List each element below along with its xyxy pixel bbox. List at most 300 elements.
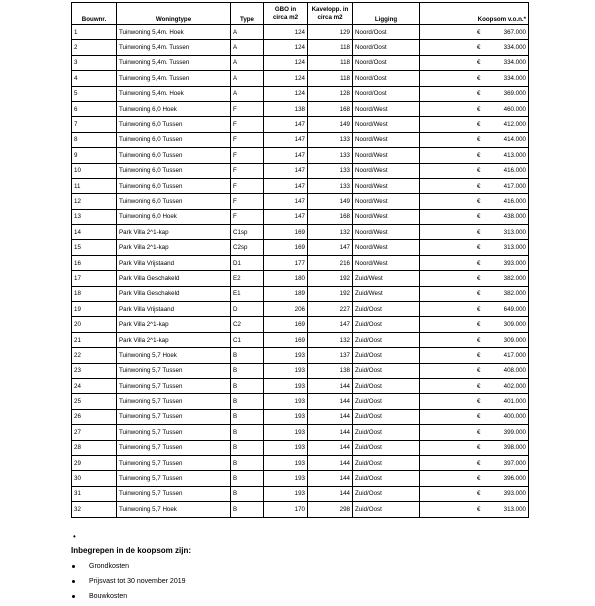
cell-bouwnr: 14: [72, 225, 117, 240]
cell-woningtype: Tuinwoning 5,7 Tussen: [117, 394, 231, 409]
cell-woningtype: Tuinwoning 5,7 Tussen: [117, 409, 231, 424]
cell-ligging: Zuid/Oost: [353, 440, 420, 455]
table-header-row: [72, 3, 529, 25]
currency-symbol: €: [477, 475, 481, 483]
table-row: [72, 409, 529, 424]
cell-gbo: 124: [264, 40, 308, 55]
table-body: [72, 25, 529, 518]
cell-ligging: Noord/West: [353, 101, 420, 116]
cell-type: F: [231, 178, 264, 193]
cell-bouwnr: 21: [72, 332, 117, 347]
price-value: 334.000: [503, 44, 526, 52]
price-value: 460.000: [503, 105, 526, 113]
cell-bouwnr: 18: [72, 286, 117, 301]
cell-type: B: [231, 363, 264, 378]
cell-gbo: 147: [264, 178, 308, 193]
cell-koopsom: [420, 302, 529, 317]
cell-woningtype: Park Villa 2^1-kap: [117, 225, 231, 240]
currency-symbol: €: [477, 382, 481, 390]
header-type: Type: [231, 3, 264, 25]
table-row: [72, 148, 529, 163]
price-value: 313.000: [503, 244, 526, 252]
cell-ligging: Noord/West: [353, 132, 420, 147]
currency-symbol: €: [477, 74, 481, 82]
cell-woningtype: Tuinwoning 6,0 Hoek: [117, 209, 231, 224]
table-row: [72, 378, 529, 393]
cell-bouwnr: 11: [72, 178, 117, 193]
table-row: [72, 317, 529, 332]
cell-bouwnr: 12: [72, 194, 117, 209]
cell-koopsom: [420, 101, 529, 116]
cell-woningtype: Park Villa Geschakeld: [117, 271, 231, 286]
cell-koopsom: [420, 178, 529, 193]
cell-kavel: 144: [308, 378, 353, 393]
price-value: 414.000: [503, 136, 526, 144]
cell-bouwnr: 32: [72, 502, 117, 517]
cell-type: E2: [231, 271, 264, 286]
price-value: 382.000: [503, 290, 526, 298]
currency-symbol: €: [477, 413, 481, 421]
cell-woningtype: Tuinwoning 5,7 Tussen: [117, 440, 231, 455]
cell-bouwnr: 19: [72, 302, 117, 317]
cell-ligging: Noord/Oost: [353, 40, 420, 55]
cell-koopsom: [420, 148, 529, 163]
currency-symbol: €: [477, 121, 481, 129]
table-row: [72, 271, 529, 286]
cell-type: B: [231, 425, 264, 440]
cell-ligging: Noord/West: [353, 148, 420, 163]
cell-koopsom: [420, 471, 529, 486]
cell-koopsom: [420, 332, 529, 347]
cell-bouwnr: 2: [72, 40, 117, 55]
cell-woningtype: Tuinwoning 6,0 Hoek: [117, 101, 231, 116]
list-item: [71, 576, 186, 591]
table-row: [72, 117, 529, 132]
cell-woningtype: Tuinwoning 6,0 Tussen: [117, 132, 231, 147]
cell-gbo: 180: [264, 271, 308, 286]
price-value: 416.000: [503, 167, 526, 175]
header-kavel-line2: circa m2: [317, 13, 343, 21]
cell-ligging: Noord/West: [353, 178, 420, 193]
cell-ligging: Zuid/West: [353, 286, 420, 301]
cell-koopsom: [420, 348, 529, 363]
cell-type: A: [231, 55, 264, 70]
cell-ligging: Zuid/Oost: [353, 471, 420, 486]
cell-woningtype: Tuinwoning 5,7 Tussen: [117, 378, 231, 393]
cell-woningtype: Tuinwoning 5,7 Tussen: [117, 486, 231, 501]
currency-symbol: €: [477, 505, 481, 513]
cell-woningtype: Tuinwoning 5,7 Tussen: [117, 425, 231, 440]
cell-ligging: Noord/West: [353, 194, 420, 209]
cell-kavel: 168: [308, 101, 353, 116]
cell-gbo: 193: [264, 471, 308, 486]
cell-ligging: Noord/West: [353, 163, 420, 178]
cell-woningtype: Tuinwoning 6,0 Tussen: [117, 117, 231, 132]
cell-woningtype: Tuinwoning 5,4m. Tussen: [117, 71, 231, 86]
table-row: [72, 194, 529, 209]
cell-type: B: [231, 409, 264, 424]
cell-type: C1sp: [231, 225, 264, 240]
cell-gbo: 193: [264, 409, 308, 424]
table-row: [72, 163, 529, 178]
cell-gbo: 138: [264, 101, 308, 116]
cell-kavel: 144: [308, 425, 353, 440]
price-value: 399.000: [503, 428, 526, 436]
cell-bouwnr: 24: [72, 378, 117, 393]
cell-ligging: Zuid/Oost: [353, 502, 420, 517]
cell-gbo: 147: [264, 194, 308, 209]
cell-type: B: [231, 378, 264, 393]
currency-symbol: €: [477, 321, 481, 329]
currency-symbol: €: [477, 182, 481, 190]
cell-kavel: 227: [308, 302, 353, 317]
cell-type: A: [231, 86, 264, 101]
cell-bouwnr: 23: [72, 363, 117, 378]
cell-type: D1: [231, 255, 264, 270]
cell-type: F: [231, 148, 264, 163]
cell-type: A: [231, 71, 264, 86]
cell-gbo: 147: [264, 132, 308, 147]
table-row: [72, 132, 529, 147]
cell-koopsom: [420, 255, 529, 270]
cell-gbo: 193: [264, 486, 308, 501]
table-row: [72, 71, 529, 86]
cell-kavel: 128: [308, 86, 353, 101]
cell-ligging: Zuid/Oost: [353, 332, 420, 347]
cell-kavel: 133: [308, 178, 353, 193]
cell-woningtype: Tuinwoning 5,7 Tussen: [117, 455, 231, 470]
cell-bouwnr: 28: [72, 440, 117, 455]
cell-type: F: [231, 117, 264, 132]
cell-bouwnr: 27: [72, 425, 117, 440]
price-value: 396.000: [503, 475, 526, 483]
cell-woningtype: Tuinwoning 6,0 Tussen: [117, 194, 231, 209]
cell-woningtype: Park Villa 2^1-kap: [117, 317, 231, 332]
cell-ligging: Zuid/West: [353, 271, 420, 286]
cell-koopsom: [420, 409, 529, 424]
table-row: [72, 101, 529, 116]
cell-woningtype: Park Villa Geschakeld: [117, 286, 231, 301]
cell-ligging: Noord/West: [353, 225, 420, 240]
cell-type: F: [231, 163, 264, 178]
currency-symbol: €: [477, 336, 481, 344]
currency-symbol: €: [477, 444, 481, 452]
cell-gbo: 193: [264, 348, 308, 363]
currency-symbol: €: [477, 290, 481, 298]
currency-symbol: €: [477, 90, 481, 98]
table-row: [72, 363, 529, 378]
currency-symbol: €: [477, 259, 481, 267]
cell-koopsom: [420, 55, 529, 70]
price-value: 412.000: [503, 121, 526, 129]
cell-kavel: 133: [308, 148, 353, 163]
cell-kavel: 149: [308, 117, 353, 132]
cell-gbo: 170: [264, 502, 308, 517]
table-row: [72, 225, 529, 240]
currency-symbol: €: [477, 398, 481, 406]
cell-kavel: 118: [308, 40, 353, 55]
list-item: [71, 561, 186, 576]
cell-bouwnr: 4: [72, 71, 117, 86]
footnote-bullet: •: [73, 532, 76, 541]
cell-koopsom: [420, 71, 529, 86]
cell-koopsom: [420, 286, 529, 301]
cell-kavel: 137: [308, 348, 353, 363]
cell-koopsom: [420, 225, 529, 240]
cell-kavel: 144: [308, 394, 353, 409]
inclusions-heading: Inbegrepen in de koopsom zijn:: [71, 546, 192, 555]
price-value: 393.000: [503, 259, 526, 267]
currency-symbol: €: [477, 459, 481, 467]
currency-symbol: €: [477, 151, 481, 159]
header-gbo-line2: circa m2: [272, 13, 299, 21]
cell-ligging: Noord/West: [353, 255, 420, 270]
cell-type: B: [231, 440, 264, 455]
price-value: 397.000: [503, 459, 526, 467]
cell-type: C2sp: [231, 240, 264, 255]
cell-bouwnr: 7: [72, 117, 117, 132]
cell-woningtype: Tuinwoning 5,4m. Hoek: [117, 86, 231, 101]
table-row: [72, 286, 529, 301]
cell-bouwnr: 17: [72, 271, 117, 286]
cell-type: F: [231, 132, 264, 147]
cell-kavel: 132: [308, 332, 353, 347]
cell-bouwnr: 26: [72, 409, 117, 424]
cell-koopsom: [420, 86, 529, 101]
cell-koopsom: [420, 317, 529, 332]
cell-type: C2: [231, 317, 264, 332]
cell-kavel: 147: [308, 240, 353, 255]
currency-symbol: €: [477, 305, 481, 313]
price-value: 382.000: [503, 274, 526, 282]
currency-symbol: €: [477, 274, 481, 282]
currency-symbol: €: [477, 213, 481, 221]
cell-type: B: [231, 486, 264, 501]
cell-kavel: 129: [308, 25, 353, 40]
header-gbo-line1: GBO in: [274, 5, 297, 13]
cell-gbo: 147: [264, 148, 308, 163]
cell-ligging: Zuid/Oost: [353, 302, 420, 317]
bullet-icon: [72, 565, 75, 568]
cell-ligging: Noord/West: [353, 240, 420, 255]
bullet-icon: [72, 595, 75, 598]
cell-kavel: 138: [308, 363, 353, 378]
currency-symbol: €: [477, 351, 481, 359]
cell-koopsom: [420, 194, 529, 209]
cell-koopsom: [420, 363, 529, 378]
cell-koopsom: [420, 209, 529, 224]
list-item: [71, 591, 186, 606]
cell-koopsom: [420, 163, 529, 178]
cell-ligging: Zuid/Oost: [353, 425, 420, 440]
cell-bouwnr: 15: [72, 240, 117, 255]
price-value: 313.000: [503, 505, 526, 513]
bullet-icon: [72, 580, 75, 583]
table-row: [72, 178, 529, 193]
cell-gbo: 124: [264, 55, 308, 70]
cell-gbo: 193: [264, 394, 308, 409]
cell-kavel: 132: [308, 225, 353, 240]
currency-symbol: €: [477, 59, 481, 67]
cell-ligging: Zuid/Oost: [353, 378, 420, 393]
cell-gbo: 193: [264, 425, 308, 440]
price-value: 416.000: [503, 197, 526, 205]
price-value: 413.000: [503, 151, 526, 159]
cell-gbo: 147: [264, 209, 308, 224]
header-woningtype: Woningtype: [117, 3, 231, 25]
header-gbo: [264, 3, 308, 25]
inclusion-text: Grondkosten: [89, 563, 130, 570]
cell-koopsom: [420, 240, 529, 255]
cell-woningtype: Tuinwoning 5,7 Tussen: [117, 363, 231, 378]
cell-gbo: 189: [264, 286, 308, 301]
cell-woningtype: Park Villa Vrijstaand: [117, 302, 231, 317]
cell-bouwnr: 30: [72, 471, 117, 486]
table-row: [72, 332, 529, 347]
currency-symbol: €: [477, 244, 481, 252]
table-row: [72, 302, 529, 317]
cell-kavel: 144: [308, 409, 353, 424]
table-row: [72, 25, 529, 40]
cell-type: C1: [231, 332, 264, 347]
cell-ligging: Noord/Oost: [353, 86, 420, 101]
cell-ligging: Zuid/Oost: [353, 486, 420, 501]
cell-gbo: 147: [264, 163, 308, 178]
cell-koopsom: [420, 271, 529, 286]
cell-ligging: Zuid/Oost: [353, 363, 420, 378]
cell-bouwnr: 22: [72, 348, 117, 363]
cell-koopsom: [420, 425, 529, 440]
cell-gbo: 193: [264, 363, 308, 378]
cell-ligging: Noord/Oost: [353, 25, 420, 40]
cell-type: F: [231, 194, 264, 209]
cell-ligging: Zuid/Oost: [353, 394, 420, 409]
table-row: [72, 255, 529, 270]
table-row: [72, 425, 529, 440]
currency-symbol: €: [477, 197, 481, 205]
cell-woningtype: Tuinwoning 5,4m. Hoek: [117, 25, 231, 40]
cell-koopsom: [420, 117, 529, 132]
cell-bouwnr: 6: [72, 101, 117, 116]
cell-bouwnr: 3: [72, 55, 117, 70]
cell-koopsom: [420, 378, 529, 393]
cell-ligging: Noord/Oost: [353, 71, 420, 86]
table-row: [72, 86, 529, 101]
cell-ligging: Zuid/Oost: [353, 409, 420, 424]
price-table: [71, 2, 529, 518]
currency-symbol: €: [477, 428, 481, 436]
cell-type: F: [231, 101, 264, 116]
cell-gbo: 193: [264, 378, 308, 393]
cell-gbo: 124: [264, 86, 308, 101]
cell-gbo: 124: [264, 25, 308, 40]
cell-type: A: [231, 25, 264, 40]
cell-kavel: 144: [308, 455, 353, 470]
table-row: [72, 209, 529, 224]
cell-type: A: [231, 40, 264, 55]
cell-woningtype: Tuinwoning 5,7 Hoek: [117, 348, 231, 363]
cell-kavel: 118: [308, 55, 353, 70]
cell-koopsom: [420, 40, 529, 55]
price-value: 313.000: [503, 228, 526, 236]
price-value: 398.000: [503, 444, 526, 452]
cell-woningtype: Tuinwoning 5,4m. Tussen: [117, 55, 231, 70]
cell-ligging: Zuid/Oost: [353, 317, 420, 332]
cell-koopsom: [420, 455, 529, 470]
cell-type: B: [231, 502, 264, 517]
price-value: 402.000: [503, 382, 526, 390]
cell-bouwnr: 20: [72, 317, 117, 332]
cell-kavel: 216: [308, 255, 353, 270]
price-value: 367.000: [503, 28, 526, 36]
inclusion-text: Bouwkosten: [89, 593, 128, 600]
cell-koopsom: [420, 25, 529, 40]
table-row: [72, 40, 529, 55]
cell-type: D: [231, 302, 264, 317]
cell-woningtype: Tuinwoning 5,4m. Tussen: [117, 40, 231, 55]
cell-ligging: Noord/West: [353, 117, 420, 132]
cell-koopsom: [420, 132, 529, 147]
cell-koopsom: [420, 502, 529, 517]
price-value: 401.000: [503, 398, 526, 406]
price-value: 408.000: [503, 367, 526, 375]
cell-bouwnr: 31: [72, 486, 117, 501]
cell-gbo: 147: [264, 117, 308, 132]
cell-koopsom: [420, 394, 529, 409]
cell-woningtype: Tuinwoning 6,0 Tussen: [117, 148, 231, 163]
table-row: [72, 240, 529, 255]
price-value: 417.000: [503, 351, 526, 359]
price-value: 417.000: [503, 182, 526, 190]
cell-woningtype: Park Villa 2^1-kap: [117, 240, 231, 255]
table-row: [72, 502, 529, 517]
cell-gbo: 177: [264, 255, 308, 270]
cell-ligging: Zuid/Oost: [353, 455, 420, 470]
price-value: 334.000: [503, 59, 526, 67]
cell-bouwnr: 10: [72, 163, 117, 178]
cell-koopsom: [420, 486, 529, 501]
price-value: 309.000: [503, 321, 526, 329]
price-value: 334.000: [503, 74, 526, 82]
cell-type: E1: [231, 286, 264, 301]
currency-symbol: €: [477, 228, 481, 236]
price-value: 400.000: [503, 413, 526, 421]
cell-bouwnr: 16: [72, 255, 117, 270]
cell-type: B: [231, 471, 264, 486]
cell-gbo: 124: [264, 71, 308, 86]
cell-gbo: 169: [264, 317, 308, 332]
table-row: [72, 455, 529, 470]
header-kavel-line1: Kavelopp. in: [311, 5, 349, 13]
cell-gbo: 169: [264, 225, 308, 240]
currency-symbol: €: [477, 105, 481, 113]
header-kavel: [308, 3, 353, 25]
table-row: [72, 394, 529, 409]
price-value: 393.000: [503, 490, 526, 498]
cell-kavel: 168: [308, 209, 353, 224]
cell-bouwnr: 9: [72, 148, 117, 163]
cell-woningtype: Tuinwoning 6,0 Tussen: [117, 163, 231, 178]
cell-ligging: Noord/Oost: [353, 55, 420, 70]
cell-bouwnr: 25: [72, 394, 117, 409]
cell-kavel: 144: [308, 471, 353, 486]
cell-gbo: 193: [264, 440, 308, 455]
cell-gbo: 193: [264, 455, 308, 470]
cell-koopsom: [420, 440, 529, 455]
price-value: 649.000: [503, 305, 526, 313]
currency-symbol: €: [477, 28, 481, 36]
cell-bouwnr: 13: [72, 209, 117, 224]
